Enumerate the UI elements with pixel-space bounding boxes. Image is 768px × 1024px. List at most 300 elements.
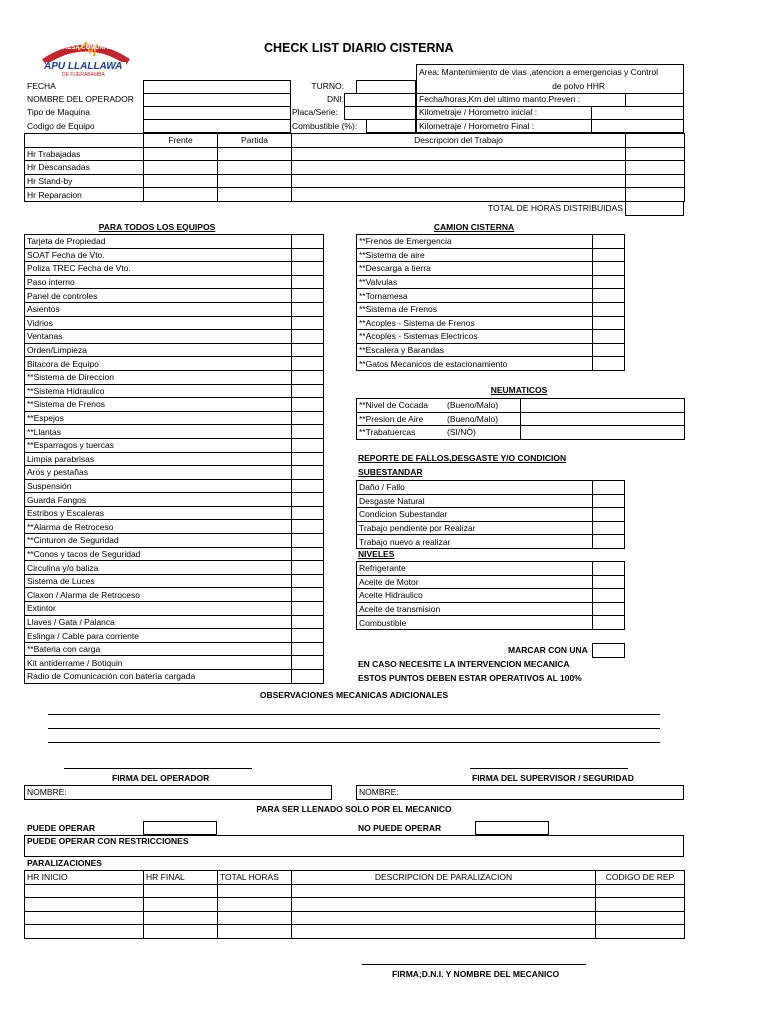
item-label: **Acoples - Sistema de Frenos xyxy=(357,316,593,330)
table-row xyxy=(25,330,324,344)
check-cell[interactable] xyxy=(593,316,625,330)
paralizaciones-label: PARALIZACIONES xyxy=(27,858,102,868)
partida-header: Partida xyxy=(218,134,292,148)
item-label: Bitacora de Equipo xyxy=(25,357,292,371)
neumatico-item: **Nivel de Cocada xyxy=(359,400,428,411)
firma-supervisor-label: FIRMA DEL SUPERVISOR / SEGURIDAD xyxy=(472,773,634,783)
check-cell[interactable] xyxy=(292,248,324,262)
table-row xyxy=(357,316,625,330)
tipo-maquina-field[interactable] xyxy=(143,106,291,120)
neumatico-options: (Bueno/Malo) xyxy=(447,413,499,424)
hours-corner xyxy=(25,134,144,148)
table-row xyxy=(25,561,324,575)
logo-bottom-text: DE FUERABAMBA xyxy=(62,72,105,78)
neumatico-item: **Presion de Aire xyxy=(359,413,424,424)
check-cell[interactable] xyxy=(292,357,324,371)
total-horas-label: TOTAL DE HORAS DISTRIBUIDAS xyxy=(488,203,623,213)
item-label: **Cinturon de Seguridad xyxy=(25,534,292,548)
column-header: CODIGO DE REP xyxy=(596,871,685,885)
table-row xyxy=(25,411,324,425)
check-cell[interactable] xyxy=(292,493,324,507)
km-inicial-left xyxy=(416,106,592,120)
ultimo-manto-label: Fecha/horas,Km del ultimo manto.Preven : xyxy=(419,94,581,104)
cell[interactable] xyxy=(292,925,596,939)
cell[interactable] xyxy=(144,898,218,912)
item-label: **Sistema de Frenos xyxy=(357,302,593,316)
table-row xyxy=(25,479,324,493)
table-row xyxy=(25,452,324,466)
cell[interactable] xyxy=(144,911,218,925)
nombre-supervisor-field[interactable] xyxy=(356,785,684,800)
item-label: **Acoples - Sistemas Electricos xyxy=(357,330,593,344)
table-row xyxy=(25,520,324,534)
firma-operador-label: FIRMA DEL OPERADOR xyxy=(112,773,210,783)
column-header: HR FINAL xyxy=(144,871,218,885)
table-row xyxy=(25,588,324,602)
check-cell[interactable] xyxy=(292,425,324,439)
no-puede-operar-box[interactable] xyxy=(475,821,549,835)
cell[interactable] xyxy=(596,884,685,898)
check-cell[interactable] xyxy=(593,289,625,303)
restricciones-label: PUEDE OPERAR CON RESTRICCIONES xyxy=(27,836,189,846)
check-cell[interactable] xyxy=(292,289,324,303)
todos-title: PARA TODOS LOS EQUIPOS xyxy=(98,222,216,232)
table-row xyxy=(357,330,625,344)
item-label: Kit antiderrame / Botiquin xyxy=(25,656,292,670)
cell[interactable] xyxy=(626,161,685,175)
table-row xyxy=(357,275,625,289)
subestandar-title: SUBESTANDAR xyxy=(358,467,423,477)
check-cell[interactable] xyxy=(593,357,625,371)
check-cell[interactable] xyxy=(292,235,324,249)
fecha-field[interactable] xyxy=(143,80,291,94)
cell[interactable] xyxy=(626,174,685,188)
table-row xyxy=(25,547,324,561)
cell[interactable] xyxy=(218,884,292,898)
check-cell[interactable] xyxy=(593,330,625,344)
turno-label: TURNO: xyxy=(311,81,344,91)
firma-operador-line[interactable] xyxy=(64,768,252,769)
marcar-label: MARCAR CON UNA xyxy=(508,645,588,655)
item-label: **Espejos xyxy=(25,411,292,425)
logo-top-text: EMPRESA COMUNAL xyxy=(50,45,112,51)
column-header: DESCRIPCION DE PARALIZACION xyxy=(292,871,596,885)
cell[interactable] xyxy=(292,174,626,188)
item-label: Daño / Fallo xyxy=(357,481,593,495)
table-row xyxy=(357,602,625,616)
cell[interactable] xyxy=(292,161,626,175)
cell[interactable] xyxy=(25,911,144,925)
check-cell[interactable] xyxy=(292,262,324,276)
table-row xyxy=(25,248,324,262)
check-cell[interactable] xyxy=(593,602,625,616)
check-cell[interactable] xyxy=(593,589,625,603)
dni-label: DNI: xyxy=(327,94,344,104)
item-label: Aceite de Motor xyxy=(357,575,593,589)
operativos-label: ESTOS PUNTOS DEBEN ESTAR OPERATIVOS AL 100% xyxy=(358,673,582,683)
check-cell[interactable] xyxy=(292,534,324,548)
table-row xyxy=(25,188,685,202)
table-row xyxy=(25,670,324,684)
item-label: Vidrios xyxy=(25,316,292,330)
hr-label: Hr Trabajadas xyxy=(25,147,144,161)
table-row xyxy=(25,262,324,276)
check-cell[interactable] xyxy=(292,547,324,561)
placa-label: Placa/Serie: xyxy=(292,107,338,117)
check-cell[interactable] xyxy=(521,426,685,440)
item-label: Paso interno xyxy=(25,275,292,289)
item-label: Poliza TREC Fecha de Vto. xyxy=(25,262,292,276)
neumatico-options: (Bueno/Malo) xyxy=(447,400,499,411)
paralizaciones-table xyxy=(24,870,685,939)
total-horas-field[interactable] xyxy=(625,201,684,216)
km-final-left xyxy=(416,119,592,133)
item-label: **Descarga a tierra xyxy=(357,262,593,276)
table-row xyxy=(357,616,625,630)
check-cell[interactable] xyxy=(292,466,324,480)
table-row xyxy=(25,161,685,175)
item-label: Aceite Hidraulico xyxy=(357,589,593,603)
cell[interactable] xyxy=(292,884,596,898)
cell[interactable] xyxy=(218,911,292,925)
table-row xyxy=(25,898,685,912)
check-cell[interactable] xyxy=(593,248,625,262)
check-cell[interactable] xyxy=(292,330,324,344)
check-cell[interactable] xyxy=(292,642,324,656)
cell[interactable] xyxy=(144,174,218,188)
neumatico-label xyxy=(357,399,521,413)
km-final-field[interactable] xyxy=(591,119,684,133)
table-row xyxy=(25,343,324,357)
neumatico-options: (SI/NO) xyxy=(447,427,476,438)
item-label: Sistema de Luces xyxy=(25,574,292,588)
mecanico-title: PARA SER LLENADO SOLO POR EL MECANICO xyxy=(256,804,452,814)
cell[interactable] xyxy=(218,925,292,939)
item-label: Asientos xyxy=(25,302,292,316)
check-cell[interactable] xyxy=(593,262,625,276)
check-cell[interactable] xyxy=(292,275,324,289)
table-row xyxy=(357,521,625,535)
check-cell[interactable] xyxy=(593,508,625,522)
puede-operar-box[interactable] xyxy=(143,821,217,835)
table-row xyxy=(357,412,685,426)
table-row xyxy=(357,426,685,440)
cell[interactable] xyxy=(144,147,218,161)
camion-title: CAMION CISTERNA xyxy=(433,222,515,232)
nombre-operador-label: NOMBRE: xyxy=(27,787,67,797)
page-title: CHECK LIST DIARIO CISTERNA xyxy=(264,41,454,55)
item-label: **Bateria con carga xyxy=(25,642,292,656)
cell[interactable] xyxy=(292,911,596,925)
turno-field[interactable] xyxy=(356,80,416,94)
check-cell[interactable] xyxy=(292,629,324,643)
km-inicial-label: Kilometraje / Horometro inicial : xyxy=(419,107,538,117)
check-cell[interactable] xyxy=(593,235,625,249)
neumaticos-table xyxy=(356,398,685,440)
observaciones-title: OBSERVACIONES MECANICAS ADICIONALES xyxy=(259,690,449,700)
item-label: Guarda Fangos xyxy=(25,493,292,507)
check-cell[interactable] xyxy=(292,656,324,670)
table-row xyxy=(25,438,324,452)
cell[interactable] xyxy=(292,147,626,161)
check-cell[interactable] xyxy=(292,302,324,316)
check-cell[interactable] xyxy=(292,520,324,534)
cell[interactable] xyxy=(292,188,626,202)
table-row xyxy=(25,602,324,616)
nombre-supervisor-label: NOMBRE: xyxy=(359,787,399,797)
item-label: Trabajo pendiente por Realizar xyxy=(357,521,593,535)
table-row xyxy=(25,275,324,289)
table-row xyxy=(25,316,324,330)
check-cell[interactable] xyxy=(593,616,625,630)
column-header: HR INICIO xyxy=(25,871,144,885)
check-cell[interactable] xyxy=(292,384,324,398)
cell[interactable] xyxy=(596,911,685,925)
logo-main-text: APU LLALLAWA xyxy=(44,61,123,72)
cell[interactable] xyxy=(144,925,218,939)
niveles-table xyxy=(356,561,625,630)
table-row xyxy=(357,343,625,357)
item-label: Panel de controles xyxy=(25,289,292,303)
cell[interactable] xyxy=(626,147,685,161)
hr-label: Hr Stand-by xyxy=(25,174,144,188)
company-logo xyxy=(38,40,134,80)
check-cell[interactable] xyxy=(593,575,625,589)
table-row xyxy=(25,370,324,384)
observaciones-line[interactable] xyxy=(48,742,660,743)
cell[interactable] xyxy=(25,925,144,939)
check-cell[interactable] xyxy=(593,535,625,549)
table-row xyxy=(25,629,324,643)
cell[interactable] xyxy=(144,161,218,175)
cell[interactable] xyxy=(218,161,292,175)
item-label: Ventanas xyxy=(25,330,292,344)
check-cell[interactable] xyxy=(292,670,324,684)
check-cell[interactable] xyxy=(292,506,324,520)
cell[interactable] xyxy=(144,188,218,202)
check-cell[interactable] xyxy=(292,438,324,452)
hr-label: Hr Descansadas xyxy=(25,161,144,175)
cell[interactable] xyxy=(218,147,292,161)
fecha-label: FECHA xyxy=(27,81,56,91)
item-label: Desgaste Natural xyxy=(357,494,593,508)
item-label: Estribos y Escaleras xyxy=(25,506,292,520)
item-label: Aros y pestañas xyxy=(25,466,292,480)
placa-field[interactable] xyxy=(344,106,416,120)
no-puede-operar-label: NO PUEDE OPERAR xyxy=(358,823,442,833)
table-row xyxy=(25,911,685,925)
item-label: **Llantas xyxy=(25,425,292,439)
item-label: Trabajo nuevo a realizar xyxy=(357,535,593,549)
cell[interactable] xyxy=(218,174,292,188)
check-cell[interactable] xyxy=(593,521,625,535)
check-cell[interactable] xyxy=(593,343,625,357)
check-cell[interactable] xyxy=(292,602,324,616)
neumatico-item: **Trabatuercas xyxy=(359,427,416,438)
check-cell[interactable] xyxy=(593,562,625,576)
check-cell[interactable] xyxy=(292,588,324,602)
table-row xyxy=(25,534,324,548)
item-label: **Valvulas xyxy=(357,275,593,289)
item-label: **Sistema de aire xyxy=(357,248,593,262)
item-label: Limpia parabrisas xyxy=(25,452,292,466)
table-row xyxy=(25,884,685,898)
cell[interactable] xyxy=(144,884,218,898)
combustible-field[interactable] xyxy=(366,119,416,133)
item-label: **Escalera y Barandas xyxy=(357,343,593,357)
item-label: Refrigerante xyxy=(357,562,593,576)
item-label: Extintor xyxy=(25,602,292,616)
check-cell[interactable] xyxy=(292,561,324,575)
cell[interactable] xyxy=(596,925,685,939)
check-cell[interactable] xyxy=(292,370,324,384)
check-cell[interactable] xyxy=(292,615,324,629)
area-text-2: de polvo HHR xyxy=(552,81,605,91)
check-cell[interactable] xyxy=(593,302,625,316)
table-row xyxy=(357,399,685,413)
neumatico-label xyxy=(357,412,521,426)
frente-header: Frente xyxy=(144,134,218,148)
paralizaciones-header-row xyxy=(25,871,685,885)
item-label: Eslinga / Cable para corriente xyxy=(25,629,292,643)
table-row xyxy=(25,642,324,656)
tipo-maquina-label: Tipo de Maquina xyxy=(27,107,91,117)
neumatico-label xyxy=(357,426,521,440)
check-cell[interactable] xyxy=(292,574,324,588)
nombre-operador-field[interactable] xyxy=(24,785,332,800)
observaciones-line[interactable] xyxy=(48,714,660,715)
ultimo-manto-left xyxy=(416,93,626,107)
reporte-title: REPORTE DE FALLOS,DESGASTE Y/O CONDICION xyxy=(358,453,567,463)
item-label: Orden/Limpieza xyxy=(25,343,292,357)
km-inicial-field[interactable] xyxy=(591,106,684,120)
item-label: Claxon / Alarma de Retroceso xyxy=(25,588,292,602)
check-cell[interactable] xyxy=(292,398,324,412)
check-cell[interactable] xyxy=(593,481,625,495)
table-row xyxy=(25,925,685,939)
item-label: **Frenos de Emergencia xyxy=(357,235,593,249)
item-label: **Sistema de Frenos xyxy=(25,398,292,412)
item-label: **Sistema de Direccion xyxy=(25,370,292,384)
marcar-box[interactable] xyxy=(592,643,625,658)
table-row xyxy=(357,508,625,522)
check-cell[interactable] xyxy=(292,343,324,357)
dni-field[interactable] xyxy=(344,93,416,107)
hours-corner-right xyxy=(626,134,685,148)
observaciones-line[interactable] xyxy=(48,728,660,729)
item-label: **Conos y tacos de Seguridad xyxy=(25,547,292,561)
item-label: **Sistema Hidraulico xyxy=(25,384,292,398)
cell[interactable] xyxy=(218,898,292,912)
table-row xyxy=(357,235,625,249)
codigo-equipo-field[interactable] xyxy=(143,119,291,133)
table-row xyxy=(25,289,324,303)
ultimo-manto-field[interactable] xyxy=(625,93,684,107)
table-row xyxy=(25,398,324,412)
table-row xyxy=(357,357,625,371)
cell[interactable] xyxy=(596,898,685,912)
item-label: Circulina y/o baliza xyxy=(25,561,292,575)
table-row xyxy=(357,494,625,508)
descripcion-header: Descripcion del Trabajo xyxy=(292,134,626,148)
item-label: **Gatos Mecanicos de estacionamiento xyxy=(357,357,593,371)
operador-field[interactable] xyxy=(143,93,291,107)
puede-operar-label: PUEDE OPERAR xyxy=(27,823,96,833)
check-cell[interactable] xyxy=(292,452,324,466)
table-row xyxy=(357,289,625,303)
hours-header-row xyxy=(25,134,685,148)
item-label: Tarjeta de Propiedad xyxy=(25,235,292,249)
table-row xyxy=(357,562,625,576)
table-row xyxy=(25,235,324,249)
item-label: Llaves / Gata / Palanca xyxy=(25,615,292,629)
firma-mecanico-line[interactable] xyxy=(362,964,586,965)
cell[interactable] xyxy=(25,884,144,898)
check-cell[interactable] xyxy=(521,399,685,413)
hours-table xyxy=(24,133,685,202)
hr-label: Hr Reparacion xyxy=(25,188,144,202)
check-cell[interactable] xyxy=(593,275,625,289)
table-row xyxy=(25,466,324,480)
codigo-equipo-label: Codigo de Equipo xyxy=(27,121,95,131)
cell[interactable] xyxy=(25,898,144,912)
check-cell[interactable] xyxy=(292,479,324,493)
table-row xyxy=(25,615,324,629)
table-row xyxy=(357,589,625,603)
table-row xyxy=(25,493,324,507)
check-cell[interactable] xyxy=(593,494,625,508)
table-row xyxy=(25,147,685,161)
check-cell[interactable] xyxy=(521,412,685,426)
combustible-label: Combustible (%): xyxy=(292,121,358,131)
table-row xyxy=(357,248,625,262)
table-row xyxy=(357,575,625,589)
cell[interactable] xyxy=(292,898,596,912)
table-row xyxy=(25,656,324,670)
item-label: Combustible xyxy=(357,616,593,630)
neumaticos-title: NEUMATICOS xyxy=(490,385,548,395)
column-header: TOTAL HORAS xyxy=(218,871,292,885)
item-label: SOAT Fecha de Vto. xyxy=(25,248,292,262)
table-row xyxy=(25,574,324,588)
intervencion-label: EN CASO NECESITE LA INTERVENCION MECANICA xyxy=(358,659,570,669)
table-row xyxy=(25,506,324,520)
item-label: Condicion Subestandar xyxy=(357,508,593,522)
table-row xyxy=(25,425,324,439)
item-label: Aceite de transmision xyxy=(357,602,593,616)
cell[interactable] xyxy=(626,188,685,202)
item-label: **Alarma de Retroceso xyxy=(25,520,292,534)
table-row xyxy=(357,262,625,276)
niveles-title: NIVELES xyxy=(358,549,395,559)
table-row xyxy=(25,357,324,371)
table-row xyxy=(357,535,625,549)
item-label: Suspensión xyxy=(25,479,292,493)
check-cell[interactable] xyxy=(292,316,324,330)
reporte-table xyxy=(356,480,625,549)
todos-table xyxy=(24,234,324,684)
operador-label: NOMBRE DEL OPERADOR xyxy=(27,94,134,104)
firma-mecanico-label: FIRMA;D.N.I. Y NOMBRE DEL MECANICO xyxy=(392,969,560,979)
table-row xyxy=(25,174,685,188)
check-cell[interactable] xyxy=(292,411,324,425)
item-label: Radio de Comunicación con batería cargada xyxy=(25,670,292,684)
cell[interactable] xyxy=(218,188,292,202)
table-row xyxy=(25,302,324,316)
firma-supervisor-line[interactable] xyxy=(470,768,628,769)
item-label: **Esparragos y tuercas xyxy=(25,438,292,452)
item-label: **Tornamesa xyxy=(357,289,593,303)
